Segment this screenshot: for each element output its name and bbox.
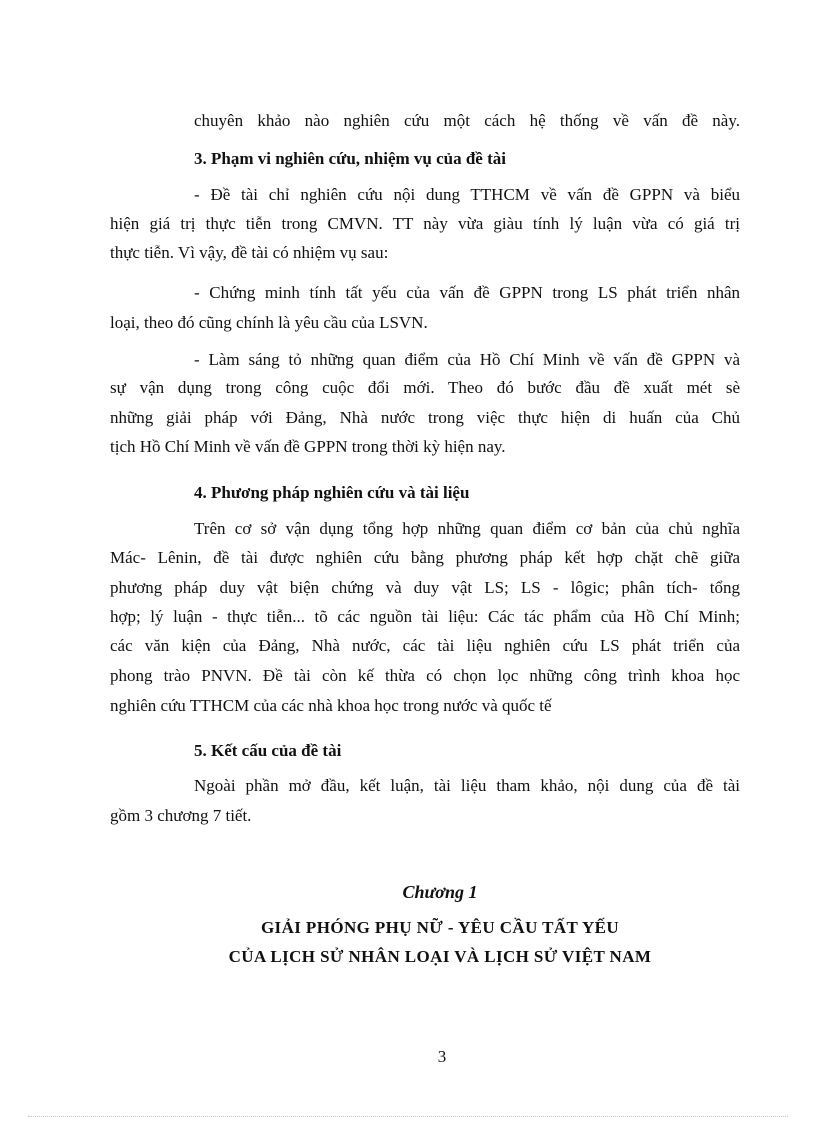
paragraph-line: Mác- Lênin, đề tài được nghiên cứu bằng phương pháp kết hợp chặt chẽ giữa [110, 548, 740, 567]
paragraph-line: phong trào PNVN. Đề tài còn kế thừa có chọn lọc những công trình khoa học [110, 666, 740, 685]
section-heading-3: 3. Phạm vi nghiên cứu, nhiệm vụ của đề tài [194, 149, 506, 168]
paragraph-line: các văn kiện của Đảng, Nhà nước, các tài liệu nghiên cứu LS phát triển của [110, 636, 740, 655]
paragraph-line: - Đề tài chỉ nghiên cứu nội dung TTHCM về vấn đề GPPN và biểu [194, 185, 740, 204]
paragraph-line: Trên cơ sở vận dụng tổng hợp những quan điểm cơ bản của chủ nghĩa [194, 519, 740, 538]
section-heading-5: 5. Kết cấu của đề tài [194, 741, 342, 760]
chapter-title-line-1: GIẢI PHÓNG PHỤ NỮ - YÊU CẦU TẤT YẾU [260, 918, 620, 937]
paragraph-line: - Chứng minh tính tất yếu của vấn đề GPPN trong LS phát triển nhân [194, 283, 740, 302]
paragraph-line: gồm 3 chương 7 tiết. [110, 806, 252, 825]
chapter-title-line-2: CỦA LỊCH SỬ NHÂN LOẠI VÀ LỊCH SỬ VIỆT NAM [228, 947, 652, 966]
paragraph-line: hợp; lý luận - thực tiễn... tõ các nguồn tài liệu: Các tác phẩm của Hồ Chí Minh; [110, 607, 740, 626]
paragraph-line: nghiên cứu TTHCM của các nhà khoa học trong nước và quốc tế [110, 696, 552, 715]
page-bottom-divider [28, 1116, 788, 1117]
page-number: 3 [437, 1047, 447, 1066]
paragraph-line: tịch Hồ Chí Minh về vấn đề GPPN trong thời kỳ hiện nay. [110, 437, 506, 456]
paragraph-line: - Làm sáng tỏ những quan điểm của Hồ Chí Minh về vấn đề GPPN và [194, 350, 740, 369]
paragraph-line: những giải pháp với Đảng, Nhà nước trong việc thực hiện di huấn của Chủ [110, 408, 740, 427]
paragraph-line: loại, theo đó cũng chính là yêu cầu của LSVN. [110, 313, 428, 332]
paragraph-line: chuyên khảo nào nghiên cứu một cách hệ thống về vấn đề này. [194, 111, 740, 130]
chapter-label: Chương 1 [402, 882, 478, 902]
paragraph-line: hiện giá trị thực tiễn trong CMVN. TT này vừa giàu tính lý luận vừa có giá trị [110, 214, 740, 233]
paragraph-line: Ngoài phần mở đầu, kết luận, tài liệu tham khảo, nội dung của đề tài [194, 776, 740, 795]
paragraph-line: sự vận dụng trong công cuộc đổi mới. Theo đó bước đầu đề xuất mét sè [110, 378, 740, 397]
section-heading-4: 4. Phương pháp nghiên cứu và tài liệu [194, 483, 470, 502]
paragraph-line: phương pháp duy vật biện chứng và duy vật LS; LS - lôgic; phân tích- tổng [110, 578, 740, 597]
paragraph-line: thực tiễn. Vì vậy, đề tài có nhiệm vụ sau: [110, 243, 389, 262]
